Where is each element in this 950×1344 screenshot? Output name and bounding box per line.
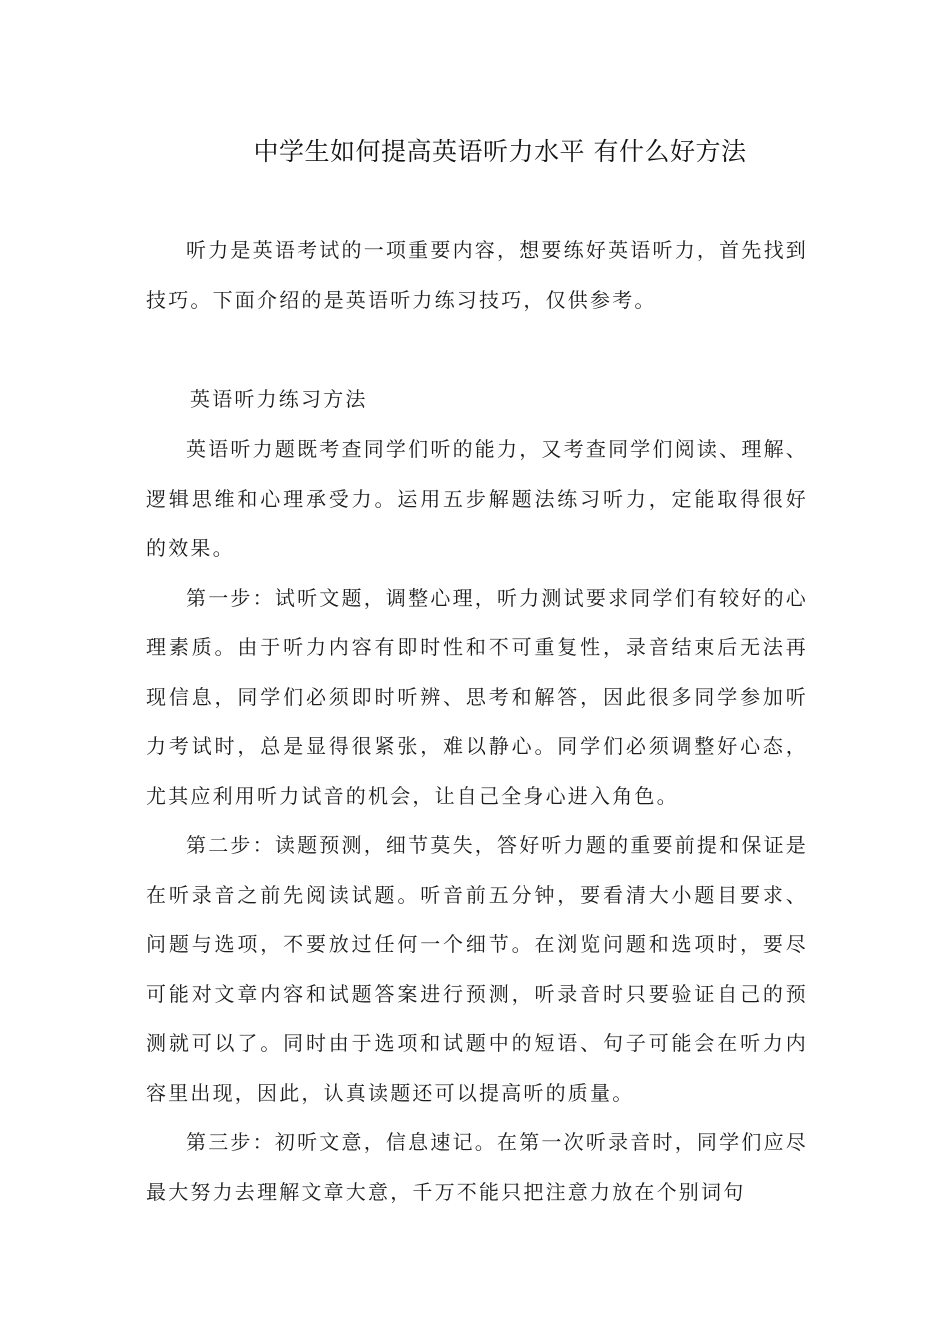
document-title: 中学生如何提高英语听力水平 有什么好方法 <box>253 137 747 166</box>
intro-paragraph: 听力是英语考试的一项重要内容，想要练好英语听力，首先找到技巧。下面介绍的是英语听力练习技巧，仅供参考。 <box>146 238 808 312</box>
paragraph: 英语听力题既考查同学们听的能力，又考查同学们阅读、理解、逻辑思维和心理承受力。运用五步解题法练习听力，定能取得很好的效果。 <box>146 437 808 560</box>
section-heading: 英语听力练习方法 <box>190 387 368 411</box>
intro-block <box>146 226 808 325</box>
body-block <box>146 425 808 1217</box>
paragraph: 第二步：读题预测，细节莫失，答好听力题的重要前提和保证是在听录音之前先阅读试题。听音前五分钟，要看清大小题目要求、问题与选项，不要放过任何一个细节。在浏览问题和选项时，要尽可能对文章内容和试题答案进行预测，听录音时只要验证自己的预测就可以了。同时由于选项和试题中的短语、句子可能会在听力内容里出现，因此，认真读题还可以提高听的质量。 <box>146 833 808 1105</box>
paragraph: 第三步：初听文意，信息速记。在第一次听录音时，同学们应尽最大努力去理解文章大意，千万不能只把注意力放在个别词句 <box>146 1130 808 1204</box>
paragraph: 第一步：试听文题，调整心理，听力测试要求同学们有较好的心理素质。由于听力内容有即时性和不可重复性，录音结束后无法再现信息，同学们必须即时听辨、思考和解答，因此很多同学参加听力考试时，总是显得很紧张，难以静心。同学们必须调整好心态，尤其应利用听力试音的机会，让自己全身心进入角色。 <box>146 585 808 808</box>
